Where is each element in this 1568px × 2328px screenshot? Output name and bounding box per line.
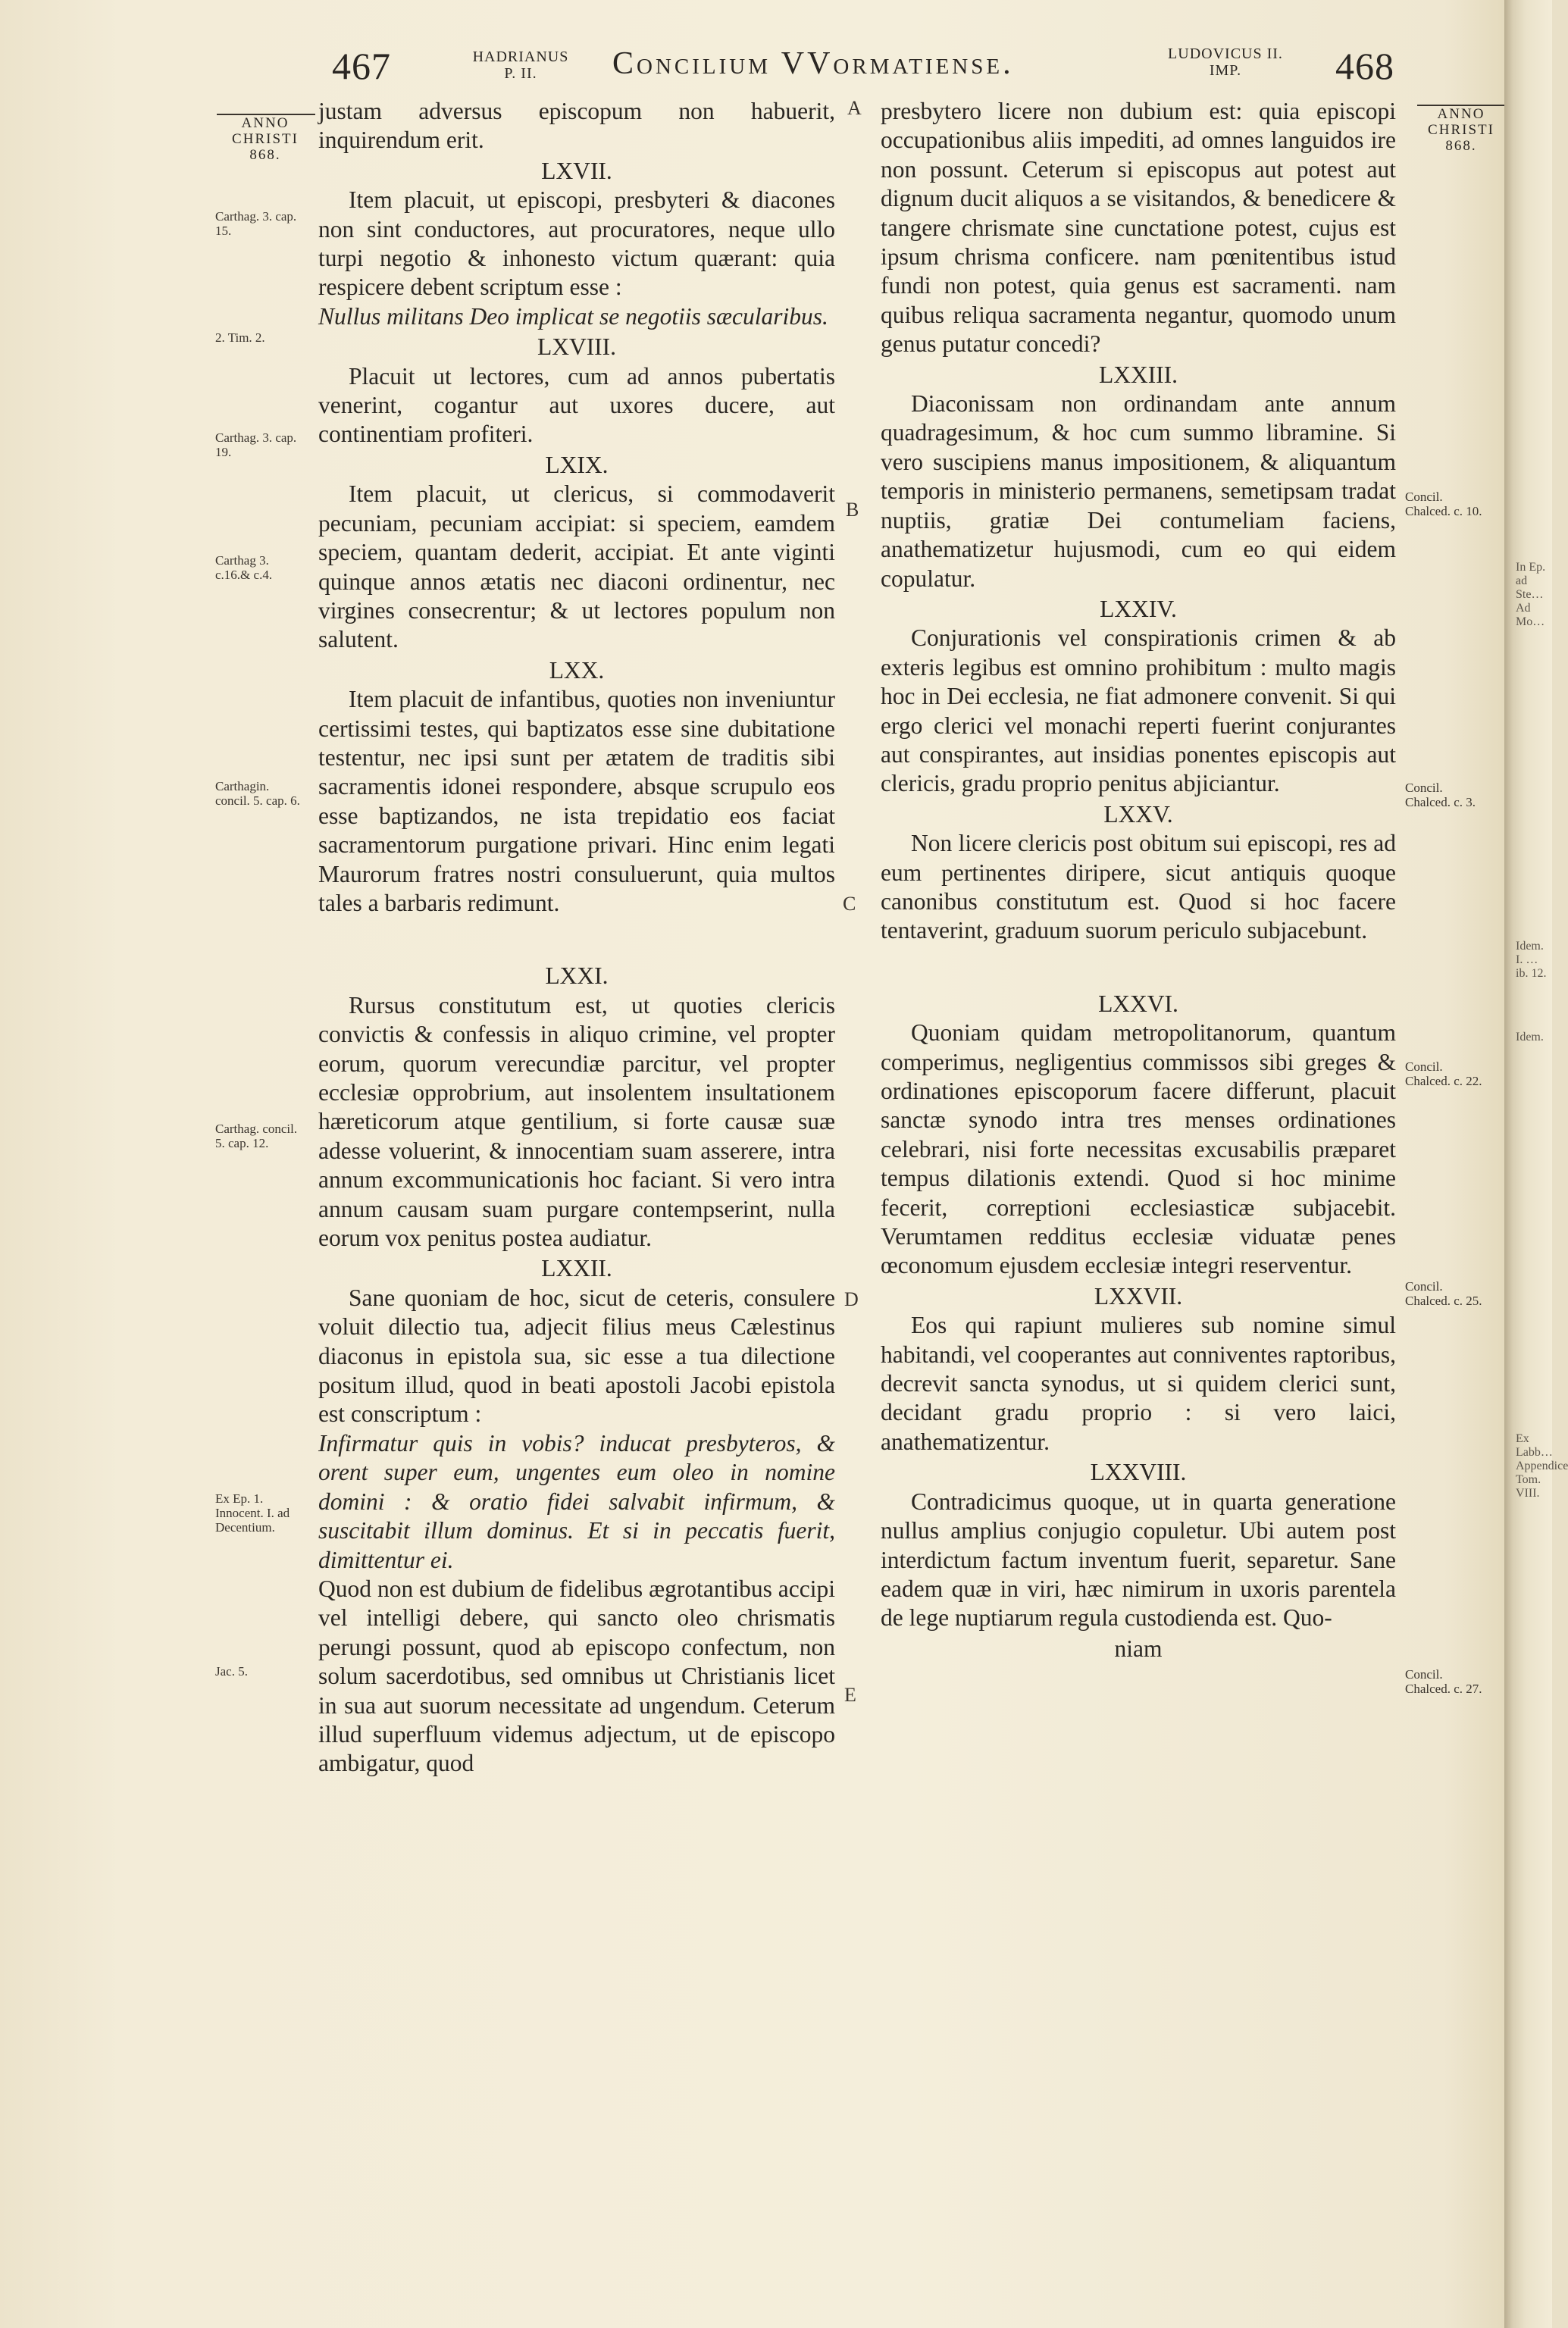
canon-text: Placuit ut lectores, cum ad annos pubertatis venerint, cogantur aut uxores ducere, aut continentiam profiteri. [318, 362, 835, 448]
canon-text: Quoniam quidam metropolitanorum, quantum comperimus, negligentius commissos sibi greges & ordinationes episcoporum facere differunt, placuit sanctæ synodo intra tres menses ordinationes celebrari, nisi forte necessitas excusabilis præparet tempus dilationis extendi. Quod si hoc minime fecerit, correptioni ecclesiasticæ subjacebit. Verumtamen redditus ecclesiæ viduatæ penes œconomum ejusdem ecclesiæ integri reserventur. [881, 1019, 1396, 1279]
canon-number: LXXVII. [1094, 1282, 1183, 1310]
quote-text: Nullus militans Deo implicat se negotiis sæcularibus. [318, 302, 828, 330]
margin-note: Carthag. 3. cap. 19. [215, 430, 297, 459]
section-letter-d: D [844, 1288, 859, 1310]
scripture-quote [318, 302, 835, 331]
edge-note: Ex Labb… Appendice Tom. VIII. [1516, 1432, 1568, 1500]
canon-number: LXXIV. [1100, 595, 1177, 622]
edge-note: In Ep. ad Ste… Ad Mo… [1516, 561, 1546, 628]
canon-number: LXVIII. [537, 333, 617, 361]
canon-number: LXXII. [541, 1255, 612, 1282]
canon-number: LXX. [549, 656, 605, 684]
section-letter-b: B [846, 499, 859, 521]
margin-note: Concil. Chalced. c. 27. [1405, 1667, 1482, 1696]
margin-note: Ex Ep. 1. Innocent. I. ad Decentium. [215, 1491, 290, 1535]
canon-text: Rursus constitutum est, ut quoties clericis convictis & confessis in aliquo crimine, vel propter eorum, quorum verecundiæ parcitur, vel propter ecclesiæ opprobrium, aut insolentem insultationem hæreticorum atque gentilium, si forte causæ suæ adesse voluerint, & innocentiam suam asserere, intra annum excommunicationis hoc faciant. Si vero intra annum causam suam purgare contempserint, nulla eorum vox penitus postea audiatur. [318, 991, 835, 1252]
canon-number: LXXVI. [1098, 990, 1178, 1017]
left-column [318, 97, 835, 1779]
canon-text: Eos qui rapiunt mulieres sub nomine simul habitandi, vel cooperantes aut conniventes raptoribus, decrevit sancta synodus, ut si quidem clerici sunt, decidant gradu proprio : si vero laici, anathematizentur. [881, 1312, 1396, 1455]
section-letter-c: C [843, 893, 856, 915]
edge-note: Idem. I. … ib. 12. [1516, 940, 1547, 980]
anno-christi-left: ANNO CHRISTI 868. [232, 115, 299, 163]
canon-text: Item placuit, ut clericus, si commodaverit pecuniam, pecuniam accipiat: si speciem, eamdem speciem, quantam dederit, accipiat. Et ante viginti quinque annos ætatis nec diaconi ordinentur, nec virgines consecrentur; & ut lectores populum non salutent. [318, 480, 835, 653]
canon-text: Diaconissam non ordinandam ante annum quadragesimum, & hoc cum summo libramine. Si vero suscipiens manus impositionem, & aliquantum temporis in ministerio permanens, semetipsam tradat nuptiis, gratiæ Dei contumeliam faciens, anathematizetur hujusmodi, cum eo qui eidem copulatur. [881, 390, 1396, 592]
right-column [881, 97, 1396, 1663]
canon-text: justam adversus episcopum non habuerit, inquirendum erit. [318, 98, 835, 154]
canon-text: presbytero licere non dubium est: quia episcopi occupationibus aliis impediti, ad omnes languidos ire non possunt. Ceterum si episcopus aut potest aut dignum ducit aliquos a se visitandos, & benedicere & tangere chrismate sine cunctatione potest, cujus est ipsum chrisma conficere. nam pœnitentibus istud fundi non potest, quia genus est sacramenti. nam quibus reliqua sacramenta negantur, quomodo unum genus putatur concedi? [881, 98, 1396, 358]
margin-note: Concil. Chalced. c. 25. [1405, 1279, 1482, 1308]
margin-note: Carthag. concil. 5. cap. 12. [215, 1122, 298, 1150]
canon-text: Item placuit, ut episcopi, presbyteri & diacones non sint conductores, aut procuratores, neque ullo turpi negotio & inhonesto victum quærant: quia respicere debent scriptum esse : [318, 186, 835, 301]
edge-note: Idem. [1516, 1031, 1544, 1044]
section-letter-e: E [844, 1684, 856, 1706]
canon-text: Sane quoniam de hoc, sicut de ceteris, consulere voluit dilectio tua, adjecit filius meus Cælestinus diaconus in epistola sua, sic esse a tua dilectione positum illud, quod in beati apostoli Jacobi epistola est conscriptum : [318, 1284, 835, 1428]
margin-note: Concil. Chalced. c. 22. [1405, 1059, 1482, 1088]
canon-text: Conjurationis vel conspirationis crimen & ab exteris legibus est omnino prohibitum : multo magis hoc in Dei ecclesia, ne fiat admonere convenit. Si qui ergo clerici vel monachi reperti fuerint conjurantes aut conspirantes, aut insidias ponentes episcopis aut clericis, gradu proprio penitus abjiciantur. [881, 624, 1396, 797]
canon-number: LXVII. [541, 157, 612, 184]
canon-number: LXIX. [545, 451, 609, 478]
scripture-quote [318, 1429, 835, 1575]
canon-text: Item placuit de infantibus, quoties non inveniuntur certissimi testes, qui baptizatos esse sine dubitatione testentur, nec ipsi sunt per ætatem de traditis sibi sacramentis idonei respondere, absque scrupulo eos esse baptizandos, ne ista trepidatio eos faciat sacramentorum purgatione privari. Hinc enim legati Maurorum fratres nostri consuluerunt, quia multos tales a barbaris redimunt. [318, 686, 835, 916]
quote-text: Infirmatur quis in vobis? inducat presbyteros, & orent super eum, ungentes eum oleo in nomine domini : & oratio fidei salvabit infirmum, & suscitabit illum dominus. Et si in peccatis fuerit, dimittentur ei. [318, 1429, 835, 1573]
running-head-right: LUDOVICUS II. IMP. [1168, 45, 1283, 79]
page-number-left: 467 [332, 45, 391, 87]
canon-number: niam [1114, 1635, 1163, 1662]
canon-text: Quod non est dubium de fidelibus ægrotantibus accipi vel intelligi debere, qui sancto oleo chrismatis perungi possunt, quod ab episcopo confectum, non solum sacerdotibus, sed omnibus ut Christianis licet in sua aut suorum necessitate ad ungendum. Ceterum illud superfluum videmus adjectum, ut de episcopo ambigatur, quod [318, 1575, 835, 1777]
canon-text: Contradicimus quoque, ut in quarta generatione nullus amplius conjugio copuletur. Ubi autem post interdictum factum inventum fuerit, separetur. Sane eadem quæ in viri, hæc nimirum in uxoris parentela de lege nuptiarum regula custodienda est. Quo- [881, 1488, 1396, 1632]
margin-note: Carthag. 3. cap. 15. [215, 209, 297, 238]
canon-number: LXXI. [545, 962, 609, 990]
page-number-right: 468 [1335, 45, 1394, 87]
canon-number: LXXIII. [1098, 361, 1178, 388]
margin-note: 2. Tim. 2. [215, 330, 265, 345]
paragraph-gap [881, 946, 1396, 988]
margin-note: Jac. 5. [215, 1664, 248, 1679]
margin-note: Concil. Chalced. c. 10. [1405, 490, 1482, 518]
running-head-left: HADRIANUS P. II. [472, 48, 569, 82]
next-page-edge [1504, 0, 1568, 2328]
section-letter-a: A [847, 97, 862, 119]
canon-number: LXXVIII. [1090, 1459, 1187, 1486]
canon-text: Non licere clericis post obitum sui episcopi, res ad eum pertinentes diripere, sicut antiquis quoque canonibus constitutum est. Quod si hoc facere tentaverint, graduum suorum periculo subjacebunt. [881, 830, 1396, 944]
paragraph-gap [318, 918, 835, 960]
canon-number: LXXV. [1103, 800, 1173, 828]
margin-note: Carthagin. concil. 5. cap. 6. [215, 779, 300, 808]
margin-note: Concil. Chalced. c. 3. [1405, 781, 1476, 809]
anno-christi-right: ANNO CHRISTI 868. [1428, 106, 1494, 154]
page-title: Concilium VVormatiense. [612, 46, 1014, 81]
margin-note: Carthag 3. c.16.& c.4. [215, 553, 273, 582]
